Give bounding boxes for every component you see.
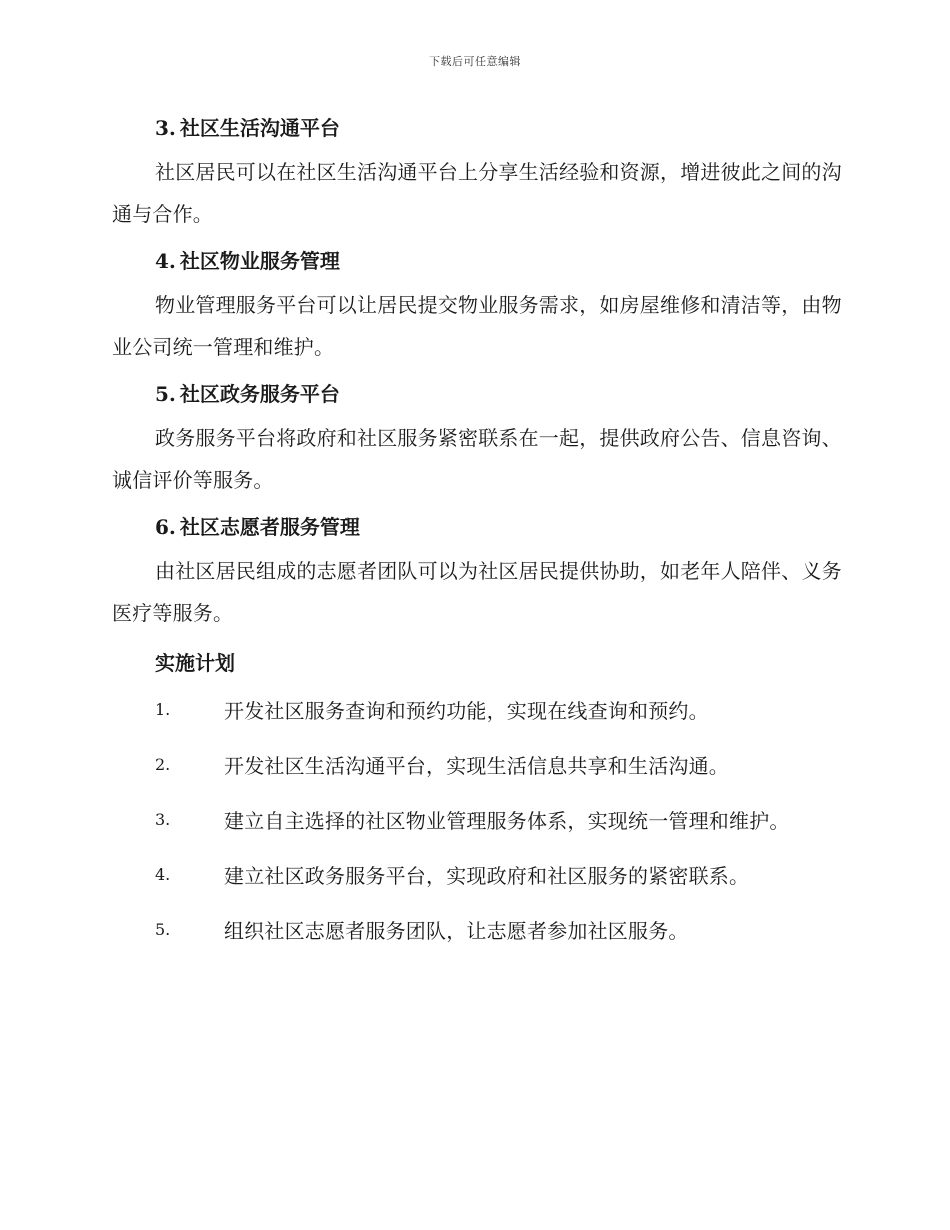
section-property-service [112,245,842,368]
section-paragraph: 由社区居民组成的志愿者团队可以为社区居民提供协助，如老年人陪伴、义务医疗等服务。 [112,559,842,625]
plan-list-item [112,682,842,737]
section-title: 社区政务服务平台 [179,382,340,406]
section-heading [112,245,842,277]
plan-list-item [112,737,842,792]
plan-item-text: 建立社区政务服务平台，实现政府和社区服务的紧密联系。 [224,864,750,888]
plan-list-item [112,847,842,902]
section-title: 社区物业服务管理 [179,249,340,273]
plan-item-index: 3. [155,810,171,829]
plan-item-index: 2. [155,755,171,774]
section-number: 4. [155,249,176,273]
page-header: 下载后可任意编辑 [429,55,521,68]
section-volunteer-service [112,511,842,634]
section-number: 3. [155,116,176,140]
section-title: 社区志愿者服务管理 [179,515,360,539]
section-heading [112,511,842,543]
plan-item-text: 开发社区服务查询和预约功能，实现在线查询和预约。 [224,699,709,723]
plan-item-text: 组织社区志愿者服务团队，让志愿者参加社区服务。 [224,919,689,943]
plan-list [112,682,842,957]
section-heading [112,112,842,144]
section-heading [112,378,842,410]
section-title: 社区生活沟通平台 [179,116,340,140]
plan-item-text: 开发社区生活沟通平台，实现生活信息共享和生活沟通。 [224,754,729,778]
plan-item-index: 5. [155,920,171,939]
section-paragraph: 社区居民可以在社区生活沟通平台上分享生活经验和资源，增进彼此之间的沟通与合作。 [112,160,842,226]
plan-title: 实施计划 [155,651,235,675]
section-government-service [112,378,842,501]
plan-list-item [112,792,842,847]
section-number: 5. [155,382,176,406]
section-paragraph: 物业管理服务平台可以让居民提交物业服务需求，如房屋维修和清洁等，由物业公司统一管理和维护。 [112,293,842,359]
plan-item-index: 1. [155,700,171,719]
section-community-communication [112,112,842,235]
plan-item-index: 4. [155,865,171,884]
plan-item-text: 建立自主选择的社区物业管理服务体系，实现统一管理和维护。 [224,809,790,833]
plan-list-item [112,902,842,957]
section-paragraph: 政务服务平台将政府和社区服务紧密联系在一起，提供政府公告、信息咨询、诚信评价等服务。 [112,426,842,492]
section-number: 6. [155,515,176,539]
document-body [112,112,842,957]
